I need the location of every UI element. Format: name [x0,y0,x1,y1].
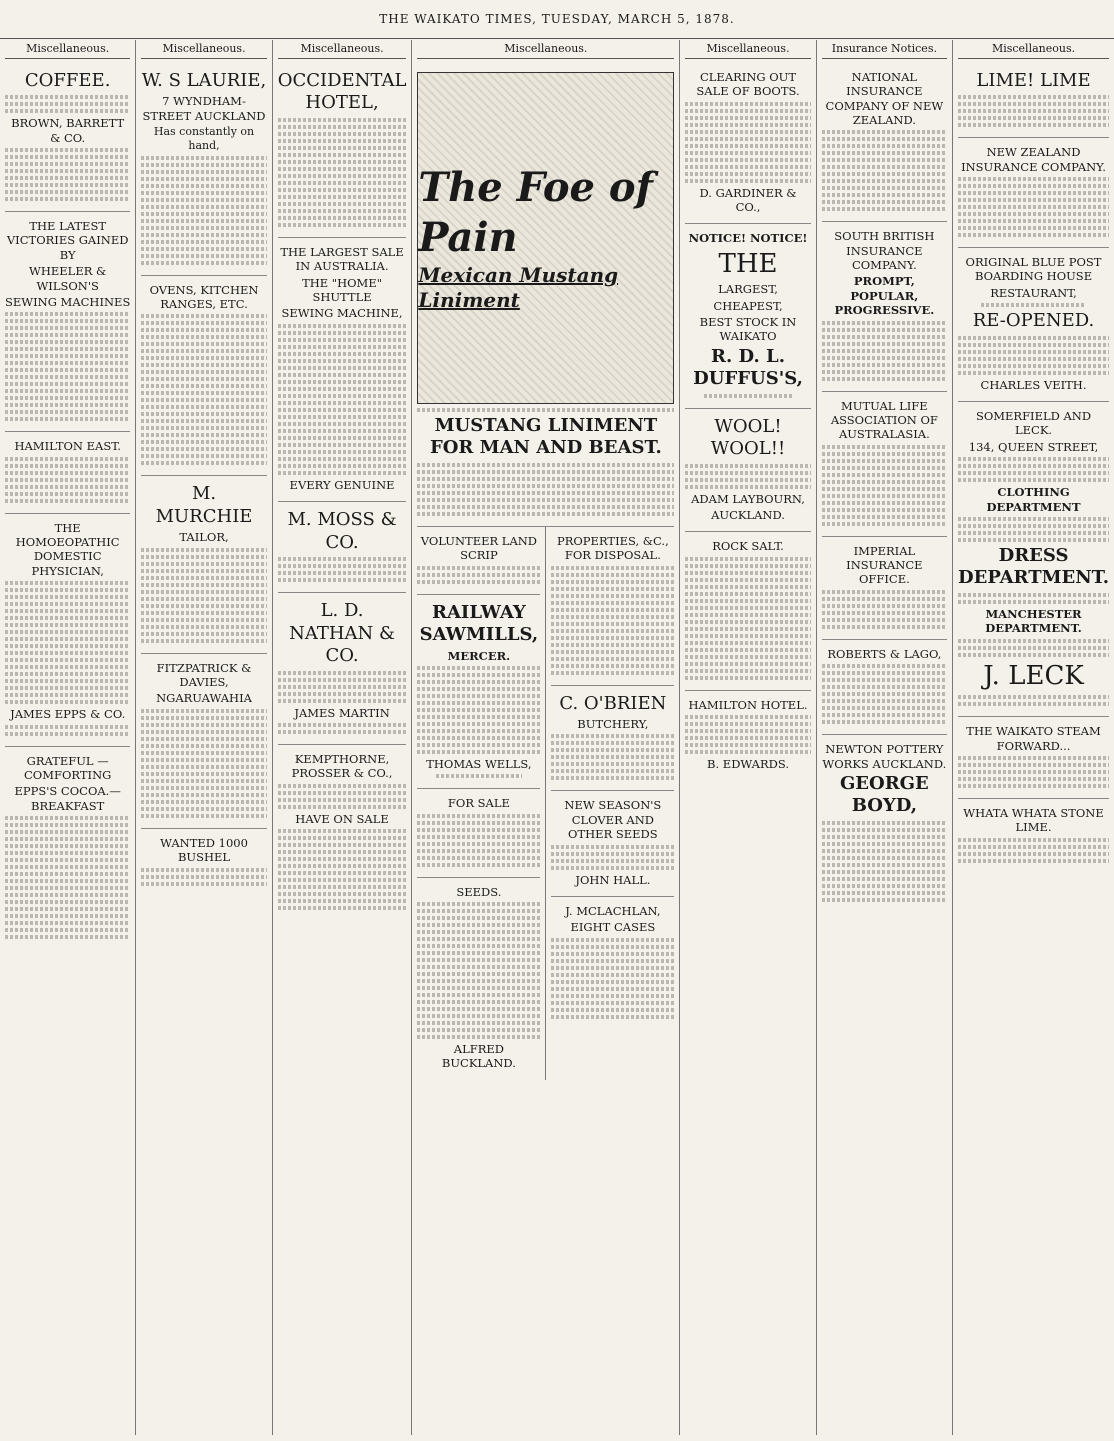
advert-headline: OCCIDENTAL HOTEL, [277,69,407,114]
advert-headline: WHEELER & WILSON'S [29,264,107,293]
advert-headline: NATIONAL INSURANCE COMPANY OF NEW ZEALAND. [825,69,944,127]
advert-epps-cocoa [5,747,130,950]
advert-headline: JAMES MARTIN [294,705,390,720]
advert-headline: WANTED 1000 BUSHEL [160,835,248,865]
advert-headline: CLOTHING DEPARTMENT [986,485,1081,514]
advert-george-boyd [822,735,947,912]
advert-headline: HAMILTON EAST. [14,439,121,454]
advert-headline: SEWING MACHINE, [281,306,403,321]
column-header: Miscellaneous. [5,40,130,59]
advert-roberts-lago [822,640,947,735]
advert-headline: CHARLES VEITH. [980,377,1087,392]
column-header: Miscellaneous. [958,40,1109,59]
illustration-subtitle: Mexican Mustang Liniment [418,262,619,312]
advert-mclachlan [551,897,674,1029]
column-header: Miscellaneous. [141,40,266,59]
advert-headline: JAMES EPPS & CO. [10,707,126,722]
advert-headline: PROMPT, POPULAR, PROGRESSIVE. [834,274,935,318]
advert-headline: NEW ZEALAND INSURANCE COMPANY. [961,145,1106,174]
advert-clover-seeds [551,791,674,897]
advert-headline: COFFEE. [24,69,111,91]
advert-headline: GEORGE BOYD, [839,772,929,817]
advert-headline: SEWING MACHINES [5,294,131,309]
advert-rock-salt [685,532,810,690]
advert-headline: L. D. NATHAN & CO. [289,600,396,666]
advert-headline: PROPERTIES, &C., FOR DISPOSAL. [556,533,669,563]
advert-laurie [141,63,266,276]
advert-somerfield-leck [958,402,1109,717]
advert-headline: SEEDS. [456,884,502,899]
advert-headline: FOR SALE [447,796,510,811]
advert-moss [278,502,407,593]
advert-headline: THE WAIKATO STEAM FORWARD... [966,724,1101,753]
advert-coffee [5,63,130,212]
advert-headline: AUCKLAND. [711,508,785,522]
advert-headline: ORIGINAL BLUE POST BOARDING HOUSE [965,255,1102,284]
column-4-left [417,527,546,1080]
advert-homeopathic [5,514,130,747]
advert-blue-post [958,248,1109,402]
column-5 [680,40,816,1435]
advert-headline: J. LECK [983,660,1084,691]
column-1 [0,40,136,1435]
advert-national-insurance [822,63,947,223]
advert-wool [685,409,810,533]
advert-obrien [551,686,674,792]
advert-headline: WOOL! WOOL!! [710,415,786,460]
illustration-title: The Foe of Pain [418,163,653,261]
advert-line: Has constantly on hand, [153,125,255,152]
advert-headline: RESTAURANT, [990,285,1077,300]
advert-mutual-life [822,392,947,537]
advert-headline: RAILWAY SAWMILLS, [419,601,539,645]
advert-headline: THE "HOME" SHUTTLE [302,275,383,304]
advert-headline: 134, QUEEN STREET, [968,439,1099,454]
advert-headline: ROCK SALT. [712,539,784,554]
advert-occidental [278,63,407,238]
advert-headline: FITZPATRICK & DAVIES, [156,660,252,689]
advert-duffus [685,224,810,408]
advert-headline: THE [718,248,778,279]
advert-headline: BROWN, BARRETT & CO. [11,116,125,145]
advert-headline: CLEARING OUT SALE OF BOOTS. [696,69,800,99]
advert-hamilton-east [5,432,130,513]
column-7 [953,40,1114,1435]
liniment-illustration [417,72,674,404]
advert-south-british [822,222,947,391]
advert-headline: THOMAS WELLS, [426,756,532,771]
column-header: Miscellaneous. [685,40,810,59]
advert-headline: LIME! LIME [976,69,1091,91]
advert-headline: EPPS'S COCOA.—BREAKFAST [14,784,121,813]
advert-headline: EIGHT CASES [570,920,656,935]
advert-headline: BEST STOCK IN WAIKATO [699,314,797,344]
columns [0,40,1114,1435]
advert-headline: EVERY GENUINE [289,477,395,492]
column-2 [136,40,272,1435]
advert-nz-insurance [958,138,1109,248]
advert-headline: NGARUAWAHIA [156,691,252,706]
advert-waikato-steam [958,717,1109,799]
advert-wheeler-wilson [5,212,130,432]
column-header: Miscellaneous. [278,40,407,59]
advert-headline: HAMILTON HOTEL. [688,697,808,712]
column-4 [412,40,680,1435]
advert-headline: LARGEST, [718,282,778,297]
advert-headline: THE LARGEST SALE IN AUSTRALIA. [280,244,404,274]
advert-murchie [141,476,266,653]
advert-headline: ADAM LAYBOURN, [691,491,805,506]
advert-headline: SOMERFIELD AND LECK. [975,409,1092,438]
column-4-split [417,527,674,1080]
advert-headline: THE HOMOEOPATHIC DOMESTIC PHYSICIAN, [15,520,120,578]
advert-headline: M. MURCHIE [155,483,253,527]
advert-headline: THE LATEST VICTORIES GAINED BY [6,219,129,262]
advert-headline: J. MCLACHLAN, [565,903,661,918]
advert-headline: WHATA WHATA STONE LIME. [963,805,1104,835]
advert-headline: BUTCHERY, [577,717,649,731]
advert-headline: MUSTANG LINIMENT FOR MAN AND BEAST. [429,414,662,459]
advert-headline: TAILOR, [179,530,229,545]
masthead: THE WAIKATO TIMES, TUESDAY, MARCH 5, 1878. [0,0,1114,39]
advert-for-sale [417,789,540,877]
column-3 [273,40,413,1435]
advert-kempthorne [278,745,407,920]
advert-headline: DRESS DEPARTMENT. [958,544,1110,589]
advert-headline: VOLUNTEER LAND SCRIP [420,533,538,563]
advert-nathan [278,593,407,745]
advert-hamilton-hotel [685,691,810,781]
advert-seeds [417,878,540,1080]
advert-properties [551,527,674,686]
advert-headline: C. O'BRIEN [559,692,667,714]
advert-headline: RE-OPENED. [972,310,1095,332]
advert-headline: JOHN HALL. [575,872,651,887]
advert-headline: ROBERTS & LAGO, [827,646,942,661]
advert-headline: 7 WYNDHAM-STREET AUCKLAND [142,94,266,123]
advert-headline: NEWTON POTTERY WORKS AUCKLAND. [822,742,947,771]
advert-headline: W. S LAURIE, [141,69,267,91]
advert-home-shuttle [278,238,407,502]
advert-headline: B. EDWARDS. [707,757,789,772]
advert-headline: GRATEFUL — COMFORTING [24,753,112,782]
column-6 [817,40,953,1435]
advert-headline: CHEAPEST, [713,298,783,313]
advert-whata [958,799,1109,873]
advert-headline: M. MOSS & CO. [287,509,397,553]
advert-gardiner [685,63,810,225]
advert-headline: HAVE ON SALE [295,811,389,826]
advert-headline: MANCHESTER DEPARTMENT. [985,606,1082,636]
column-4-right [546,527,674,1080]
advert-ovens [141,276,266,477]
advert-mustang-liniment [417,63,674,527]
advert-imperial [822,537,947,640]
advert-headline: IMPERIAL INSURANCE OFFICE. [846,543,923,587]
advert-headline: R. D. L. DUFFUS'S, [693,345,803,390]
advert-railway-sawmills [417,595,540,790]
advert-headline: OVENS, KITCHEN RANGES, ETC. [149,282,259,311]
advert-headline: NOTICE! NOTICE! [688,231,808,246]
advert-lime [958,63,1109,139]
column-header: Miscellaneous. [417,40,674,59]
advert-volunteer [417,527,540,595]
advert-headline: MUTUAL LIFE ASSOCIATION OF AUSTRALASIA. [830,398,938,442]
advert-headline: ALFRED BUCKLAND. [441,1042,516,1071]
column-header: Insurance Notices. [822,40,947,59]
advert-headline: MERCER. [447,648,511,663]
advert-headline: D. GARDINER & CO., [699,185,797,214]
advert-fitzpatrick [141,654,266,829]
advert-headline: KEMPTHORNE, PROSSER & CO., [291,751,393,781]
advert-headline: NEW SEASON'S CLOVER AND OTHER SEEDS [564,798,662,842]
advert-wanted [141,829,266,896]
advert-headline: SOUTH BRITISH INSURANCE COMPANY. [834,229,935,272]
